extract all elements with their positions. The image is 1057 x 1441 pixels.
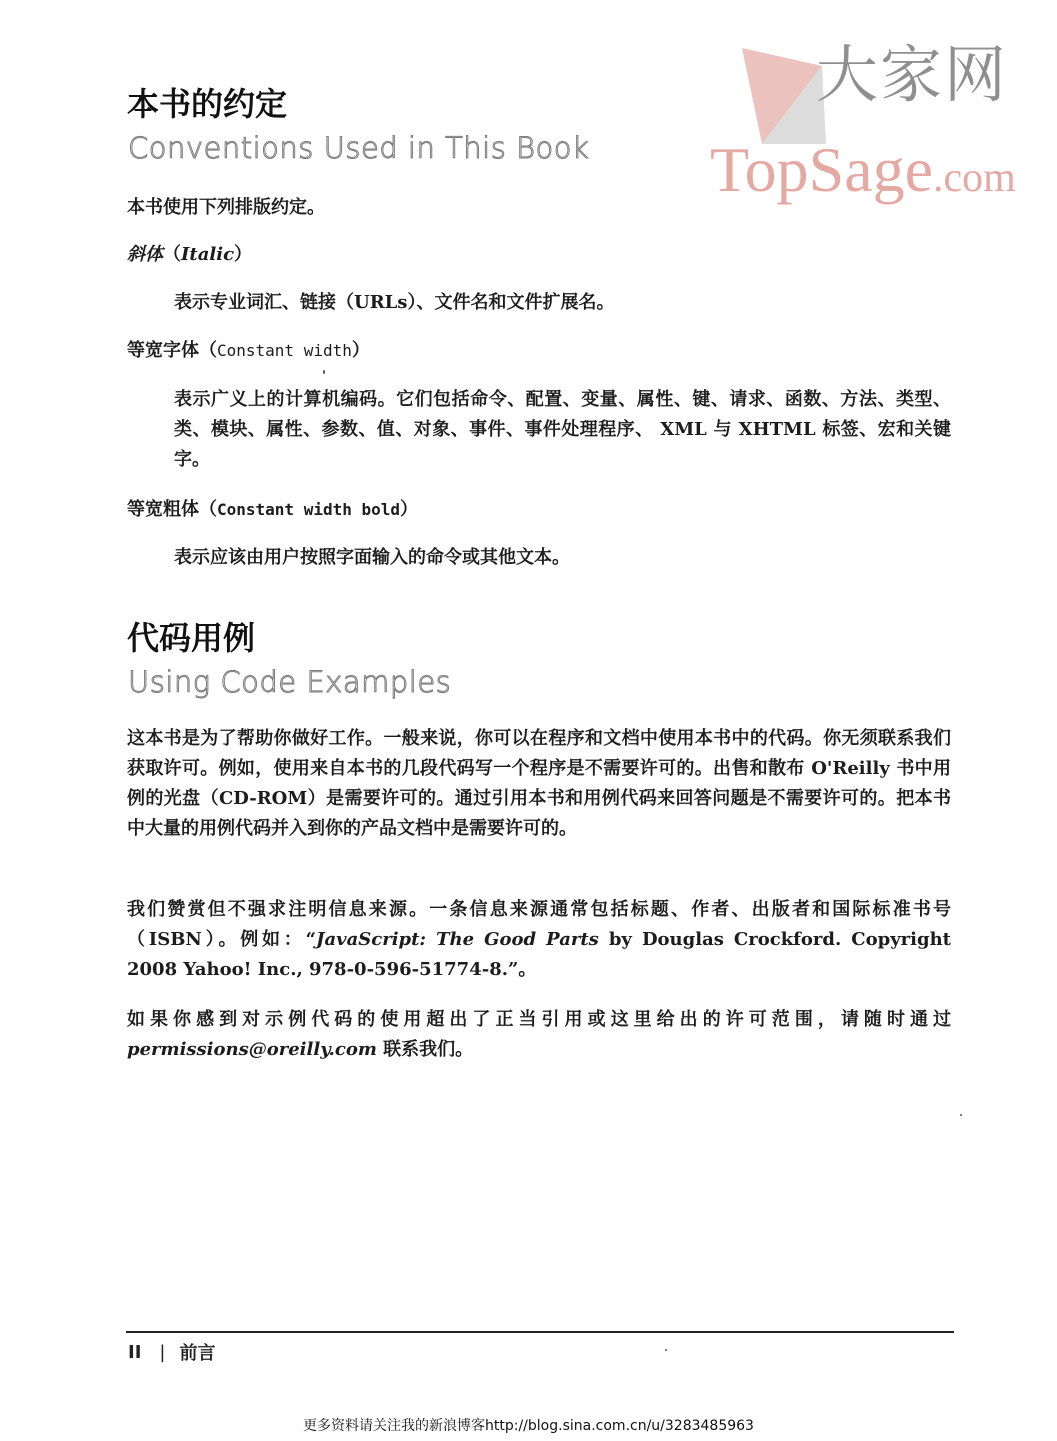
watermark-logo	[708, 38, 1018, 208]
term-constant-width-desc: 表示广义上的计算机编码。它们包括命令、配置、变量、属性、键、请求、函数、方法、类型、类、模块、属性、参数、值、对象、事件、事件处理程序、 XML 与 XHTML 标签、宏和关键字。	[174, 389, 951, 470]
term-constant-width-bold-zh: 等宽粗体	[127, 499, 199, 520]
section-title-conventions: 本书的约定	[127, 85, 288, 123]
conventions-intro: 本书使用下列排版约定。	[127, 197, 325, 218]
blog-note: 更多资料请关注我的新浪博客http://blog.sina.com.cn/u/3283485963	[303, 1418, 754, 1434]
term-italic-desc: 表示专业词汇、链接（URLs）、文件名和文件扩展名。	[174, 292, 615, 313]
code-examples-para-1: 这本书是为了帮助你做好工作。一般来说，你可以在程序和文档中使用本书中的代码。你无须联系我们获取许可。例如，使用来自本书的几段代码写一个程序是不需要许可的。出售和散布 O'Reilly 书中用例的光盘（CD-ROM）是需要许可的。通过引用本书和用例代码来回答问题是不需要许可的。把本书中大量的用例代码并入到你的产品文档中是需要许可的。	[127, 728, 951, 839]
chapter-name: 前言	[179, 1343, 216, 1364]
permissions-email: permissions@oreilly.com	[127, 1039, 377, 1060]
term-constant-width-bold-paren-open: （	[199, 499, 217, 520]
section-subtitle-conventions: Conventions Used in This Book	[128, 131, 590, 165]
page-number: II	[128, 1341, 142, 1363]
permissions-text: 如果你感到对示例代码的使用超出了正当引用或这里给出的许可范围，请随时通过	[127, 1009, 951, 1030]
attribution-book-title: JavaScript: The Good Parts	[315, 929, 599, 950]
term-italic-paren-open: （	[163, 244, 181, 265]
scan-speck	[323, 370, 325, 374]
attribution-text: 我们赞赏但不强求注明信息来源。一条信息来源通常包括标题、作者、出版者和国际标准书号（ISBN）。例如：“	[127, 899, 951, 950]
term-constant-width-bold	[127, 495, 418, 525]
term-constant-width-paren-close: ）	[351, 340, 370, 361]
term-constant-width-paren-open: （	[199, 340, 217, 361]
watermark-zh-text: 大家网	[816, 38, 1009, 111]
term-constant-width-bold-code: Constant width bold	[217, 500, 401, 519]
permissions-text-end: 联系我们。	[376, 1039, 474, 1060]
term-constant-width-bold-desc: 表示应该由用户按照字面输入的命令或其他文本。	[174, 547, 570, 568]
term-constant-width-code: Constant width	[217, 341, 352, 360]
footer-rule	[126, 1331, 954, 1333]
code-examples-para-3	[127, 1005, 951, 1065]
term-constant-width-bold-paren-close: ）	[400, 499, 419, 520]
footer-separator: |	[159, 1341, 166, 1363]
term-constant-width-zh: 等宽字体	[127, 340, 199, 361]
section-subtitle-code-examples: Using Code Examples	[128, 665, 452, 699]
watermark-domain: .com	[933, 155, 1016, 201]
term-constant-width	[127, 336, 370, 366]
term-italic	[127, 240, 252, 270]
term-italic-paren-close: ）	[234, 244, 253, 265]
term-italic-code: Italic	[181, 244, 235, 265]
term-italic-zh: 斜体	[127, 244, 163, 265]
scan-speck	[665, 1349, 667, 1351]
attribution-details: by Douglas Crockford. Copyright 2008 Yahoo! Inc., 978-0-596-51774-8.”。	[127, 929, 951, 980]
watermark-brand: TopSage	[710, 134, 934, 205]
section-title-code-examples: 代码用例	[127, 619, 256, 657]
code-examples-para-2	[127, 895, 951, 985]
page-footer	[128, 1339, 215, 1365]
scan-speck	[960, 1114, 962, 1116]
